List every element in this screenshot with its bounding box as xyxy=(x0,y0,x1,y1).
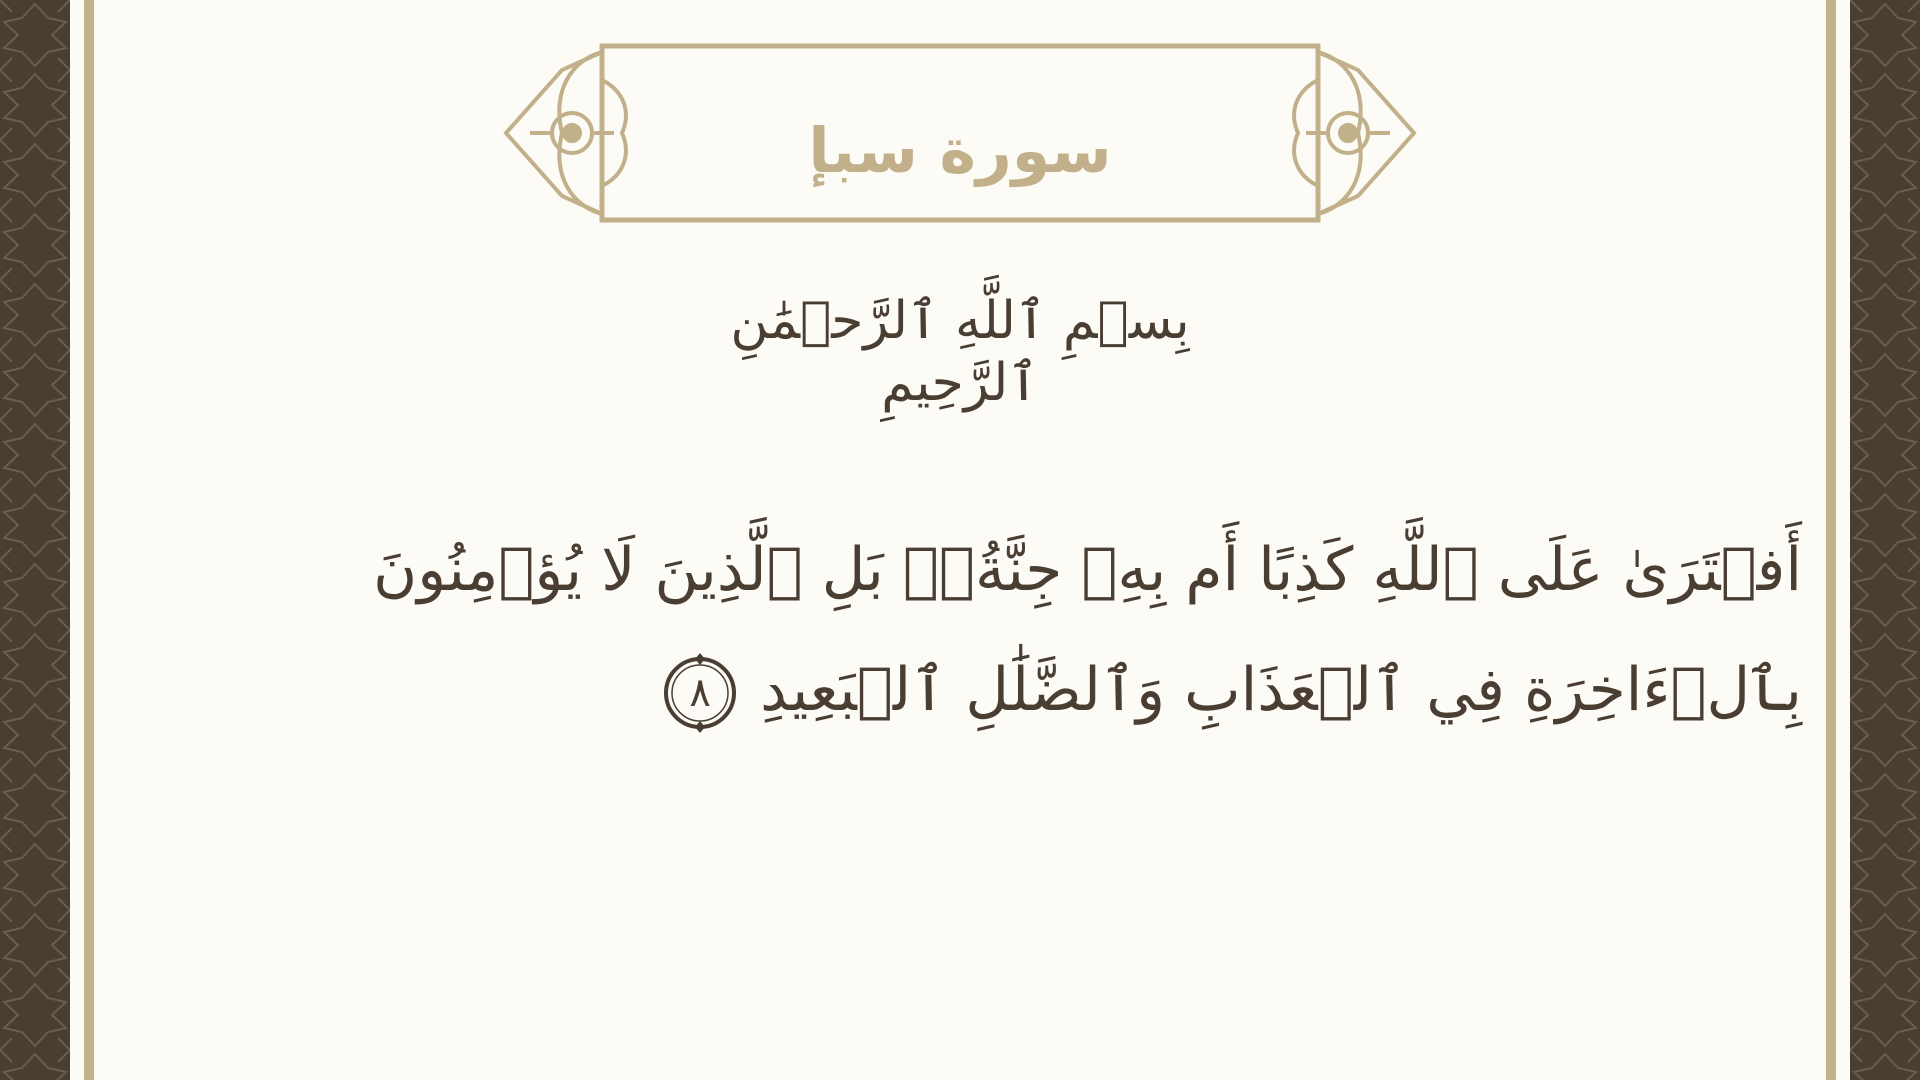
verse-line-2 xyxy=(520,630,1802,750)
verse-line-1: أَفۡتَرَىٰ عَلَى ٱللَّهِ كَذِبًا أَم بِهِۦ جِنَّةُۢۗ بَلِ ٱلَّذِينَ لَا يُؤۡمِنُونَ xyxy=(373,535,1802,605)
right-ornamental-border xyxy=(1850,0,1920,1080)
surah-title-frame xyxy=(502,40,1418,226)
left-ornamental-border xyxy=(0,0,70,1080)
ayah-number: ٨ xyxy=(689,670,711,717)
bismillah: بِسۡمِ ٱللَّهِ ٱلرَّحۡمَٰنِ ٱلرَّحِيمِ xyxy=(730,291,1190,414)
verse-text xyxy=(373,510,1802,750)
left-gold-rule xyxy=(84,0,94,1080)
verse-line-2-text: بِٱلۡءَاخِرَةِ فِي ٱلۡعَذَابِ وَٱلضَّلَٰلِ ٱلۡبَعِيدِ xyxy=(760,655,1802,725)
surah-title: سورة سبإ xyxy=(808,114,1112,187)
right-gold-rule xyxy=(1826,0,1836,1080)
ayah-number-marker xyxy=(658,651,742,735)
